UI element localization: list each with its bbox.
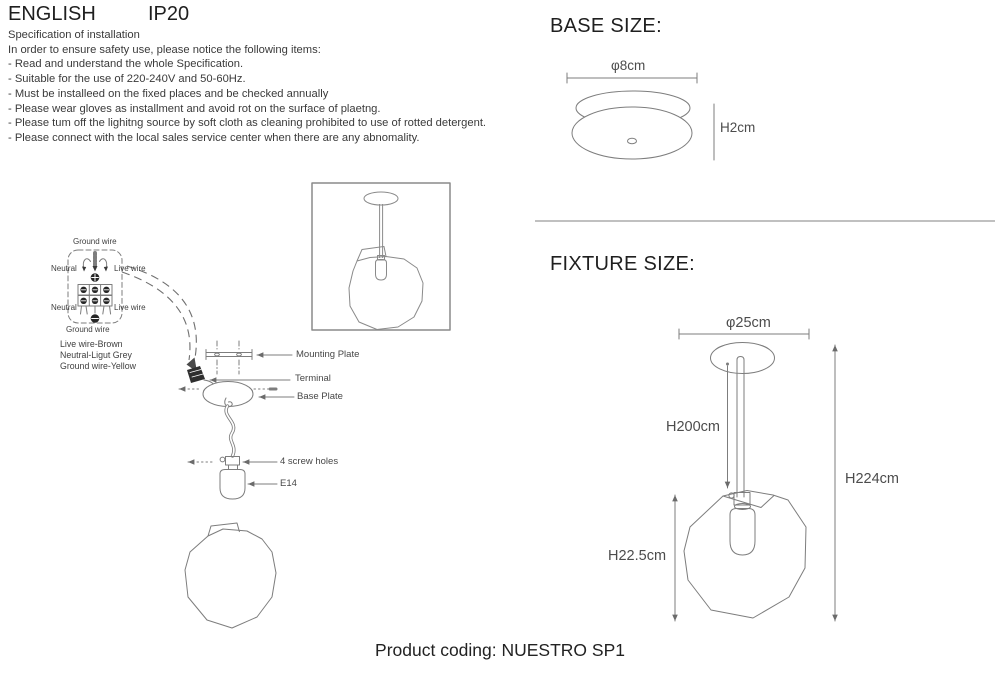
rod-height-dim: H200cm (666, 419, 720, 435)
spec-intro: In order to ensure safety use, please notice the following items: (8, 43, 321, 56)
wiring-live-bottom-label: Live wire (114, 303, 146, 312)
fixture-size-drawing (675, 329, 835, 621)
fixture-diameter-dim: φ25cm (726, 315, 771, 331)
base-height-dim: H2cm (720, 120, 756, 135)
fixture-size-heading: FIXTURE SIZE: (550, 253, 696, 275)
wiring-terminal-diagram (68, 250, 122, 323)
spec-item: - Must be installeed on the fixed places and be checked annually (8, 87, 329, 100)
spec-item: - Please tum off the lighitng source by soft cloth as cleaning prohibited to use of rotted detergent. (8, 117, 487, 130)
shade-height-dim: H22.5cm (608, 548, 667, 564)
assembly-diagram (179, 341, 294, 499)
mounting-plate-drawing (206, 341, 252, 374)
spec-item: - Please connect with the local sales service center when there are any abnomality. (8, 131, 420, 144)
installation-spec (8, 28, 548, 146)
wiring-ground-top-label: Ground wire (73, 237, 117, 246)
mounting-plate-label: Mounting Plate (296, 349, 360, 360)
screw-holes-label: 4 screw holes (280, 456, 339, 467)
terminal-drawing (187, 366, 215, 386)
wiring-neutral-bottom-label: Neutral (51, 303, 77, 312)
spec-item: - Read and understand the whole Specification. (8, 58, 244, 71)
socket-type-label: E14 (280, 478, 297, 489)
wiring-to-terminal-arrow (122, 266, 197, 372)
product-coding: Product coding: NUESTRO SP1 (375, 640, 625, 660)
total-height-dim: H224cm (845, 471, 899, 487)
wire-color-live: Live wire-Brown (60, 339, 123, 349)
pendant-thumbnail (312, 183, 450, 330)
wire-color-neutral: Neutral-Ligut Grey (60, 350, 132, 360)
base-diameter-dim: φ8cm (611, 58, 646, 73)
terminal-label: Terminal (295, 373, 331, 384)
wiring-neutral-top-label: Neutral (51, 264, 77, 273)
spec-title: Specification of installation (8, 29, 140, 41)
socket-drawing (220, 457, 245, 500)
wire-color-ground: Ground wire-Yellow (60, 361, 136, 371)
ip-rating: IP20 (148, 3, 190, 25)
spec-item: - Suitable for the use of 220-240V and 50-60Hz. (8, 73, 246, 86)
base-plate-drawing (203, 382, 253, 407)
base-size-heading: BASE SIZE: (550, 15, 662, 37)
glass-shade-drawing (185, 523, 276, 628)
language-title: ENGLISH (8, 3, 96, 25)
base-size-drawing (567, 73, 714, 160)
wiring-ground-bottom-label: Ground wire (66, 325, 110, 334)
base-plate-label: Base Plate (297, 391, 343, 402)
wiring-live-top-label: Live wire (114, 264, 146, 273)
spec-item: - Please wear gloves as installment and avoid rot on the surface of plaetng. (8, 102, 381, 115)
